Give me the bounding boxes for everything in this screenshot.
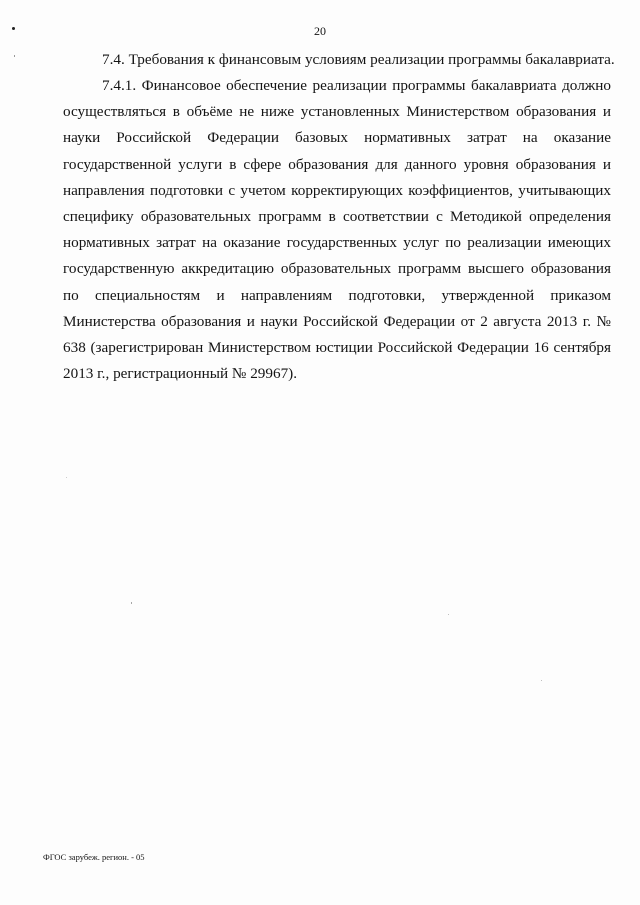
scan-speck [448, 614, 449, 615]
scan-speck [541, 680, 542, 681]
page-number: 20 [314, 24, 326, 38]
section-paragraph: 7.4.1. Финансовое обеспечение реализации программы бакалавриата должно осуществляться в объёме не ниже установленных Министерством образования и науки Российской Федерации базовых нормативных затрат на оказание государственной услуги в сфере образования для данного уровня образования и направления подготовки с учетом корректирующих коэффициентов, учитывающих специфику образовательных программ в соответствии с Методикой определения нормативных затрат на оказание государственных услуг по реализации имеющих государственную аккредитацию образовательных программ высшего образования по специальностям и направлениям подготовки, утвержденной приказом Министерства образования и науки Российской Федерации от 2 августа 2013 г. № 638 (зарегистрирован Министерством юстиции Российской Федерации 16 сентября 2013 г., регистрационный № 29967). [63, 77, 611, 383]
scan-speck [66, 477, 67, 478]
scan-speck [14, 55, 15, 57]
section-heading: 7.4. Требования к финансовым условиям реализации программы бакалавриата. [102, 51, 615, 68]
page-footer: ФГОС зарубеж. регион. - 05 [43, 852, 145, 862]
scan-speck [131, 602, 132, 604]
document-body [63, 47, 615, 387]
